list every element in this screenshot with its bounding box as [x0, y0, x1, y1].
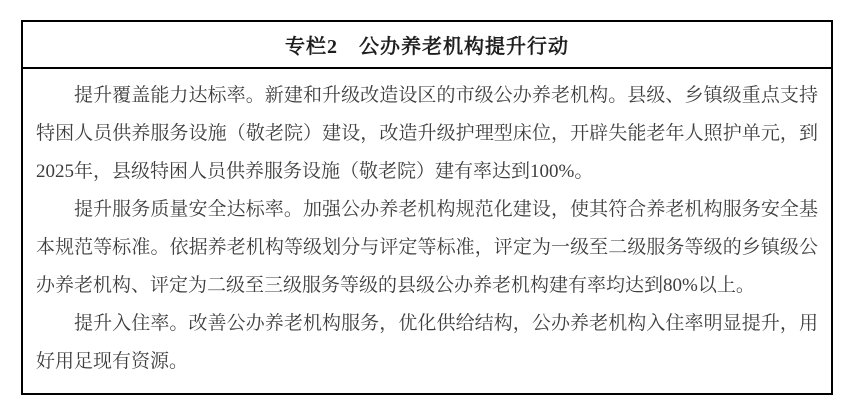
paragraph-service-quality: 提升服务质量安全达标率。加强公办养老机构规范化建设，使其符合养老机构服务安全基本规范等标准。依据养老机构等级划分与评定等标准，评定为一级至二级服务等级的乡镇级公办养老机构、评定为二级至三级服务等级的县级公办养老机构建有率均达到80%以上。	[36, 199, 818, 296]
column-box-panel	[21, 20, 833, 395]
panel-title: 专栏2 公办养老机构提升行动	[285, 36, 569, 58]
paragraph-occupancy-rate: 提升入住率。改善公办养老机构服务，优化供给结构，公办养老机构入住率明显提升，用好用足现有资源。	[36, 313, 818, 372]
panel-title-row	[23, 22, 831, 69]
paragraph-coverage-rate: 提升覆盖能力达标率。新建和升级改造设区的市级公办养老机构。县级、乡镇级重点支持特困人员供养服务设施（敬老院）建设，改造升级护理型床位，开辟失能老年人照护单元，到2025年，县级特困人员供养服务设施（敬老院）建有率达到100%。	[36, 85, 818, 182]
panel-body	[23, 69, 831, 381]
